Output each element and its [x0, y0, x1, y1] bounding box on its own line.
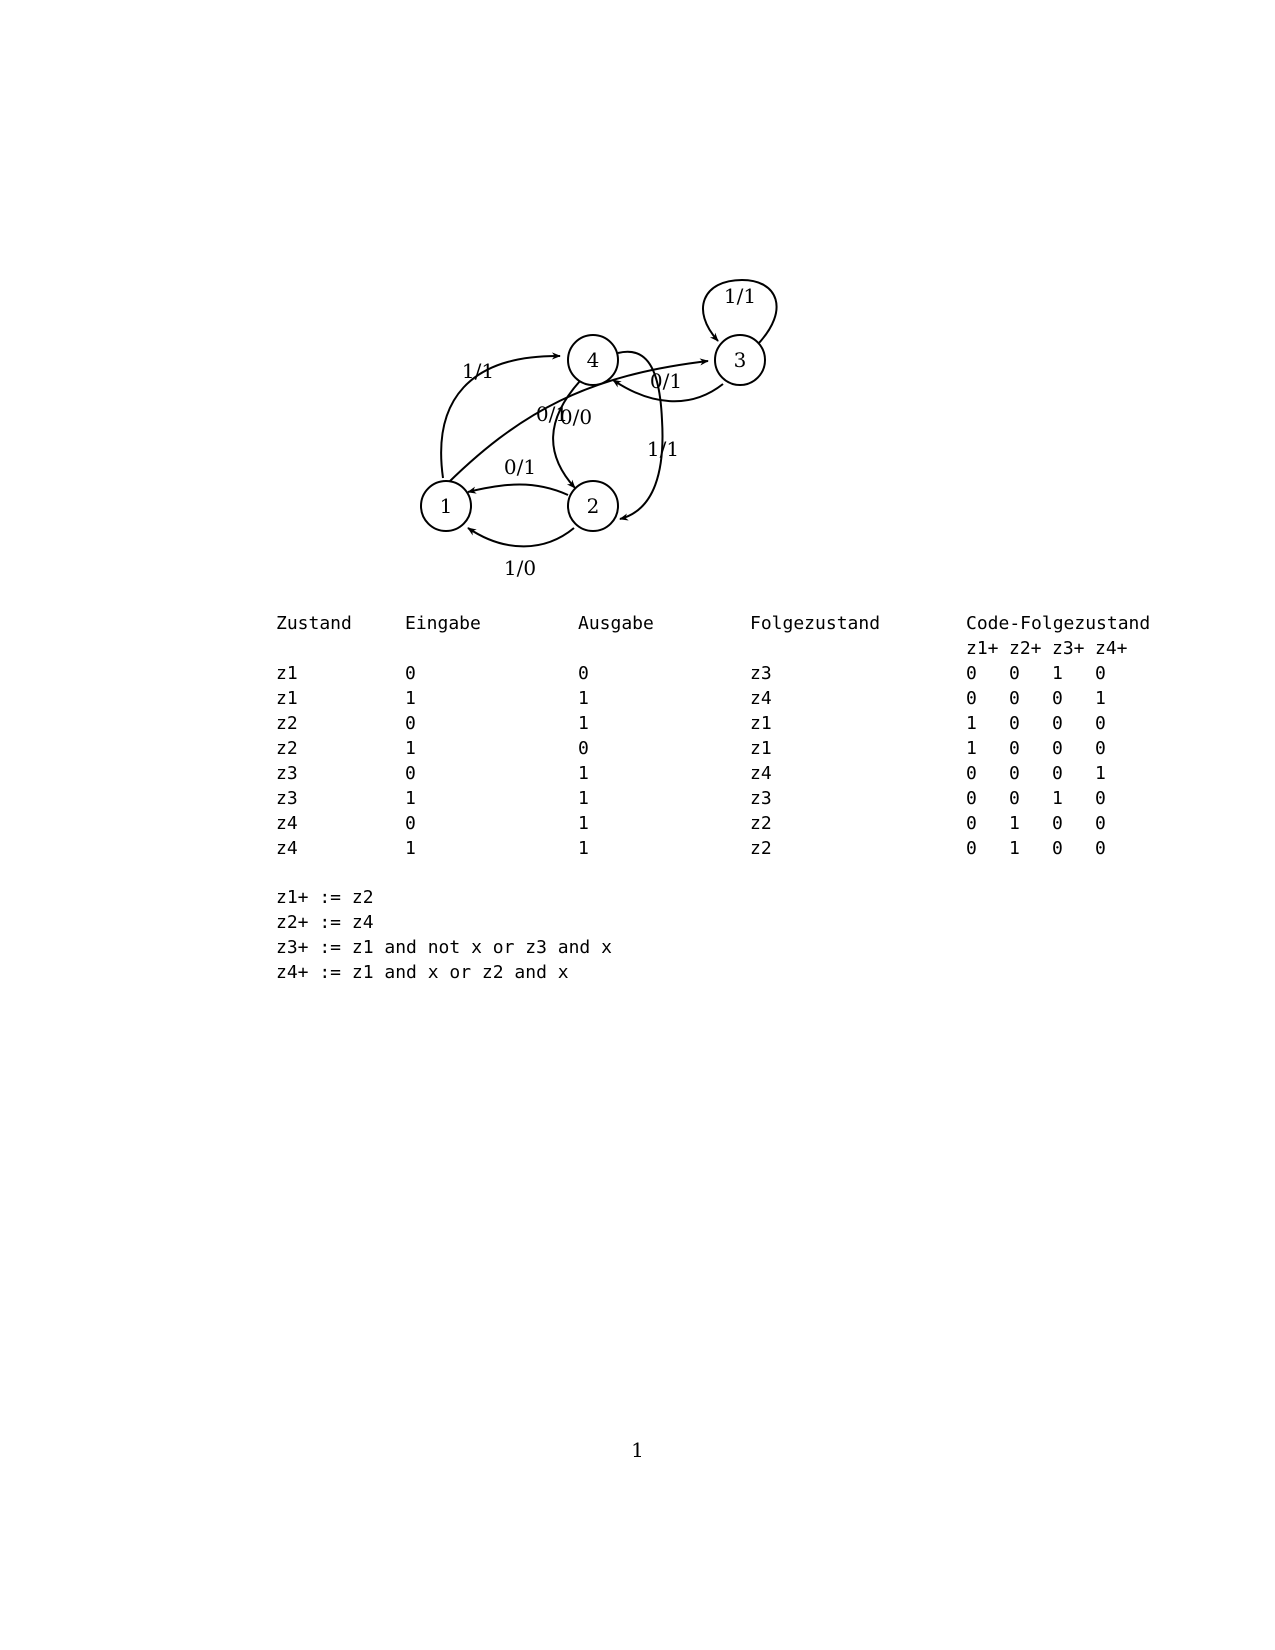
edge-1-to-4-label: 1/1: [461, 359, 495, 383]
subheader-z1plus: z1+: [966, 638, 999, 659]
cell-code-z4: 0: [1095, 813, 1106, 834]
state-2-label: 2: [586, 494, 600, 518]
cell-folgezustand: z4: [750, 688, 772, 709]
page-number: 1: [631, 1438, 644, 1462]
cell-code-z1: 0: [966, 688, 977, 709]
equation-z3: z3+ := z1 and not x or z3 and x: [276, 937, 612, 958]
cell-ausgabe: 1: [578, 788, 589, 809]
cell-code-z1: 0: [966, 763, 977, 784]
edge-2-to-1-bottom: [468, 528, 574, 546]
state-3-label: 3: [733, 348, 747, 372]
cell-code-z3: 0: [1052, 738, 1063, 759]
cell-code-z1: 1: [966, 713, 977, 734]
cell-code-z4: 1: [1095, 763, 1106, 784]
edge-4-to-2-inner: [553, 381, 580, 488]
cell-eingabe: 1: [405, 688, 416, 709]
cell-code-z1: 0: [966, 838, 977, 859]
cell-folgezustand: z1: [750, 713, 772, 734]
header-ausgabe: Ausgabe: [578, 613, 654, 634]
subheader-z4plus: z4+: [1095, 638, 1128, 659]
cell-code-z2: 1: [1009, 838, 1020, 859]
subheader-z2plus: z2+: [1009, 638, 1042, 659]
cell-code-z1: 0: [966, 663, 977, 684]
edge-3-loop-label: 1/1: [723, 284, 757, 308]
cell-code-z4: 0: [1095, 838, 1106, 859]
edge-2-to-1-top: [468, 485, 568, 496]
edge-4-to-2-outer-label: 1/1: [646, 437, 680, 461]
cell-code-z2: 0: [1009, 738, 1020, 759]
cell-folgezustand: z1: [750, 738, 772, 759]
edge-2-to-1-bottom-label: 1/0: [503, 556, 537, 580]
cell-code-z4: 0: [1095, 788, 1106, 809]
header-code-folgezustand: Code-Folgezustand: [966, 613, 1151, 634]
cell-code-z4: 1: [1095, 688, 1106, 709]
cell-ausgabe: 1: [578, 713, 589, 734]
subheader-z3plus: z3+: [1052, 638, 1085, 659]
cell-eingabe: 1: [405, 738, 416, 759]
cell-zustand: z1: [276, 688, 298, 709]
edge-4-to-2-inner-label: 0/1: [535, 402, 569, 426]
cell-eingabe: 0: [405, 763, 416, 784]
cell-code-z3: 0: [1052, 813, 1063, 834]
cell-code-z1: 0: [966, 813, 977, 834]
state-1-label: 1: [439, 494, 453, 518]
cell-code-z2: 0: [1009, 688, 1020, 709]
cell-eingabe: 1: [405, 838, 416, 859]
cell-code-z3: 0: [1052, 763, 1063, 784]
cell-ausgabe: 0: [578, 663, 589, 684]
cell-folgezustand: z3: [750, 788, 772, 809]
cell-code-z3: 0: [1052, 688, 1063, 709]
edge-1-to-3-label: 0/0: [559, 405, 593, 429]
cell-code-z4: 0: [1095, 663, 1106, 684]
cell-code-z1: 0: [966, 788, 977, 809]
cell-code-z1: 1: [966, 738, 977, 759]
header-folgezustand: Folgezustand: [750, 613, 881, 634]
cell-zustand: z3: [276, 788, 298, 809]
cell-code-z4: 0: [1095, 713, 1106, 734]
cell-ausgabe: 1: [578, 838, 589, 859]
equation-z2: z2+ := z4: [276, 912, 374, 933]
cell-folgezustand: z2: [750, 813, 772, 834]
cell-code-z3: 0: [1052, 838, 1063, 859]
cell-folgezustand: z4: [750, 763, 772, 784]
cell-code-z3: 1: [1052, 663, 1063, 684]
cell-code-z2: 1: [1009, 813, 1020, 834]
cell-folgezustand: z3: [750, 663, 772, 684]
cell-ausgabe: 1: [578, 688, 589, 709]
cell-ausgabe: 1: [578, 763, 589, 784]
cell-zustand: z2: [276, 738, 298, 759]
cell-code-z2: 0: [1009, 663, 1020, 684]
equation-z1: z1+ := z2: [276, 887, 374, 908]
cell-code-z3: 0: [1052, 713, 1063, 734]
cell-zustand: z1: [276, 663, 298, 684]
header-eingabe: Eingabe: [405, 613, 481, 634]
cell-folgezustand: z2: [750, 838, 772, 859]
cell-code-z2: 0: [1009, 713, 1020, 734]
state-1: [421, 481, 471, 531]
edge-2-to-1-top-label: 0/1: [503, 455, 537, 479]
state-3: [715, 335, 765, 385]
cell-zustand: z2: [276, 713, 298, 734]
cell-eingabe: 0: [405, 813, 416, 834]
state-diagram: [0, 0, 1275, 600]
cell-zustand: z4: [276, 813, 298, 834]
edge-3-to-4-label: 0/1: [649, 369, 683, 393]
cell-zustand: z4: [276, 838, 298, 859]
header-zustand: Zustand: [276, 613, 352, 634]
cell-eingabe: 0: [405, 663, 416, 684]
cell-eingabe: 1: [405, 788, 416, 809]
state-2: [568, 481, 618, 531]
cell-code-z2: 0: [1009, 788, 1020, 809]
cell-ausgabe: 0: [578, 738, 589, 759]
state-4: [568, 335, 618, 385]
cell-code-z3: 1: [1052, 788, 1063, 809]
state-4-label: 4: [586, 348, 600, 372]
equation-z4: z4+ := z1 and x or z2 and x: [276, 962, 569, 983]
cell-code-z2: 0: [1009, 763, 1020, 784]
cell-ausgabe: 1: [578, 813, 589, 834]
cell-eingabe: 0: [405, 713, 416, 734]
cell-code-z4: 0: [1095, 738, 1106, 759]
cell-zustand: z3: [276, 763, 298, 784]
